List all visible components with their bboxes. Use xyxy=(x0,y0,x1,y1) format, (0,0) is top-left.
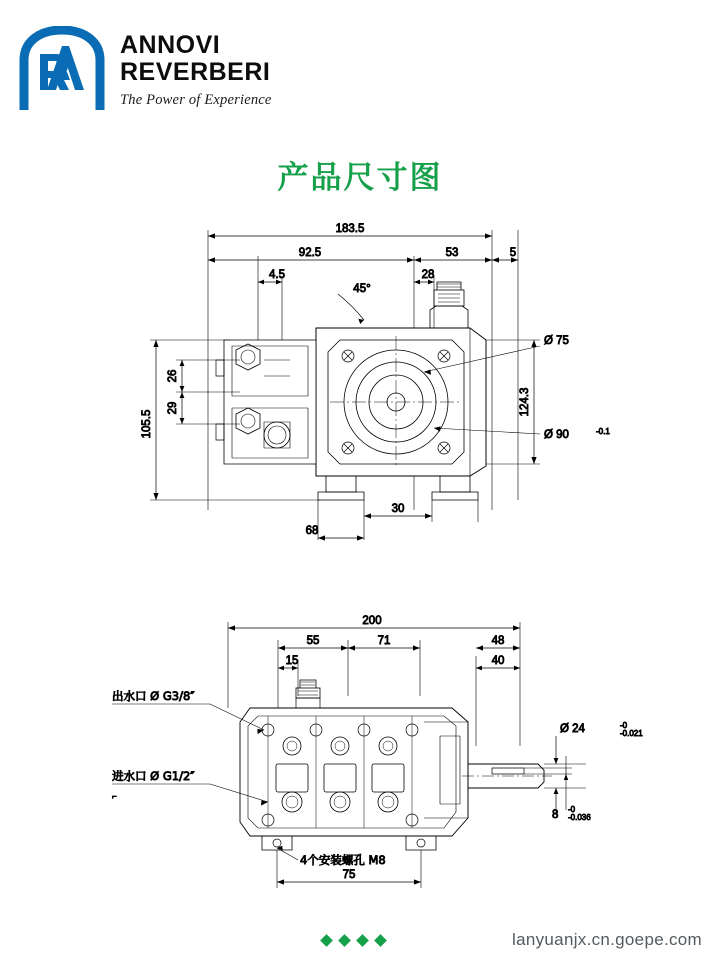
callout-outlet: 出水口 Ø G3/8″ xyxy=(112,689,195,703)
dim-dia-24-tol-lower: -0.021 xyxy=(620,729,643,738)
footer-ornament xyxy=(322,936,385,945)
dim-45-deg: 45° xyxy=(353,283,371,295)
drawing-top-view xyxy=(0,210,720,570)
dim-key-8-tol-upper: -0 xyxy=(568,805,576,814)
dim-15: 15 xyxy=(285,655,299,667)
dim-key-8-tol-lower: -0.036 xyxy=(568,813,591,822)
drawing-bottom-view xyxy=(0,596,720,926)
dim-dia-90: Ø 90 xyxy=(544,429,569,441)
dim-29: 29 xyxy=(167,401,179,415)
dim-183-5: 183.5 xyxy=(335,223,365,235)
dim-68: 68 xyxy=(305,525,319,537)
green-diamond-icon xyxy=(374,934,387,947)
dim-55: 55 xyxy=(306,635,320,647)
brand-logo-block xyxy=(18,26,272,112)
brand-name-line2: REVERBERI xyxy=(120,58,271,86)
green-diamond-icon xyxy=(320,934,333,947)
dim-71: 71 xyxy=(377,635,391,647)
dim-dia-24: Ø 24 xyxy=(560,723,585,735)
callout-mount-holes: 4个安装螺孔 M8 xyxy=(300,853,386,867)
callout-inlet: 进水口 Ø G1/2″ xyxy=(112,769,195,783)
brand-name-line1: ANNOVI xyxy=(120,31,221,59)
dim-124-3: 124.3 xyxy=(519,387,531,417)
dim-75: 75 xyxy=(342,869,356,881)
dim-200: 200 xyxy=(362,615,382,627)
dim-dia-90-tolerance: -0.1 xyxy=(596,427,610,436)
dim-dia-24-tol-upper: -0 xyxy=(620,721,628,730)
dim-48: 48 xyxy=(491,635,505,647)
dim-dia-75: Ø 75 xyxy=(544,335,569,347)
green-diamond-icon xyxy=(356,934,369,947)
green-diamond-icon xyxy=(338,934,351,947)
dim-26: 26 xyxy=(167,369,179,383)
footer-website: lanyuanjx.cn.goepe.com xyxy=(512,930,702,949)
dim-92-5: 92.5 xyxy=(298,247,322,259)
callout-inlet-note: ⌐ xyxy=(112,792,117,801)
dim-28: 28 xyxy=(421,269,435,281)
brand-tagline: The Power of Experience xyxy=(120,92,272,108)
dim-30: 30 xyxy=(391,503,405,515)
dim-40: 40 xyxy=(491,655,505,667)
dim-53: 53 xyxy=(445,247,459,259)
page-title: 产品尺寸图 xyxy=(277,160,443,196)
dim-105-5: 105.5 xyxy=(141,409,153,439)
dim-key-8: 8 xyxy=(552,809,559,821)
brand-wordmark xyxy=(120,26,272,109)
page-footer xyxy=(0,928,720,960)
dim-5: 5 xyxy=(509,247,517,259)
dim-4-5: 4.5 xyxy=(269,269,285,281)
ar-monogram-logo xyxy=(18,26,106,112)
